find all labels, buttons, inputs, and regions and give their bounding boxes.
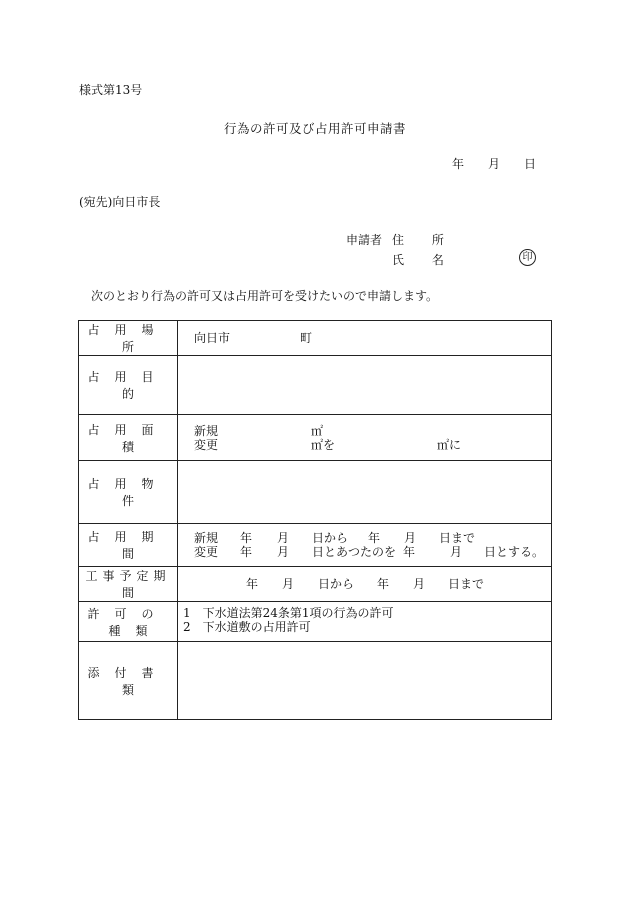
date-year: 年 (452, 157, 465, 171)
date-day: 日 (524, 157, 537, 171)
area-new-label: 新規 (194, 423, 219, 438)
value-location[interactable] (178, 321, 552, 356)
value-area[interactable] (178, 415, 552, 461)
name-label: 氏 名 (392, 253, 456, 267)
row-location (79, 321, 552, 356)
date-line (452, 155, 544, 172)
row-construction (79, 567, 552, 602)
area-change-from-unit: ㎡を (311, 437, 336, 452)
row-permit-type (79, 602, 552, 642)
row-period (79, 524, 552, 567)
address-label: 住 所 (392, 233, 456, 247)
label-location: 占用場所 (79, 321, 178, 356)
label-purpose: 占用目的 (79, 356, 178, 415)
application-table (78, 320, 552, 720)
row-purpose (79, 356, 552, 415)
area-change-to-unit: ㎡に (437, 437, 462, 452)
period-new-label: 新規 (194, 531, 219, 545)
document-title: 行為の許可及び占用許可申請書 (223, 121, 406, 136)
addressee: (宛先)向日市長 (79, 195, 161, 209)
form-number: 様式第13号 (79, 83, 143, 97)
label-period: 占用期間 (79, 524, 178, 567)
period-change-label: 変更 (194, 545, 219, 559)
applicant-label: 申請者 (346, 233, 383, 247)
area-new-unit: ㎡ (311, 423, 324, 438)
value-attachments[interactable] (178, 642, 552, 720)
row-attachments (79, 642, 552, 720)
row-object (79, 461, 552, 524)
permit-option-1: 1 下水道法第24条第1項の行為の許可 (183, 606, 394, 620)
label-attachments: 添付書類 (79, 642, 178, 720)
location-town: 町 (300, 331, 313, 345)
permit-option-2: 2 下水道敷の占用許可 (183, 620, 311, 634)
value-object[interactable] (178, 461, 552, 524)
area-change-label: 変更 (194, 437, 219, 452)
location-city: 向日市 (194, 331, 231, 345)
label-object: 占用物件 (79, 461, 178, 524)
value-permit-type[interactable] (178, 602, 552, 642)
date-month: 月 (488, 157, 501, 171)
label-permit-type: 許可の種類 (79, 602, 178, 642)
seal-icon: 印 (519, 249, 536, 266)
value-period[interactable]: 新規 年 月 日から 年 月 日まで 変更 年 月 日とあつたのを 年 月 日とする。 (178, 524, 552, 567)
value-purpose[interactable] (178, 356, 552, 415)
value-construction[interactable]: 年 月 日から 年 月 日まで (178, 567, 552, 602)
label-construction: 工事予定期間 (79, 567, 178, 602)
row-area (79, 415, 552, 461)
label-area: 占用面積 (79, 415, 178, 461)
statement: 次のとおり行為の許可又は占用許可を受けたいので申請します。 (91, 289, 439, 303)
